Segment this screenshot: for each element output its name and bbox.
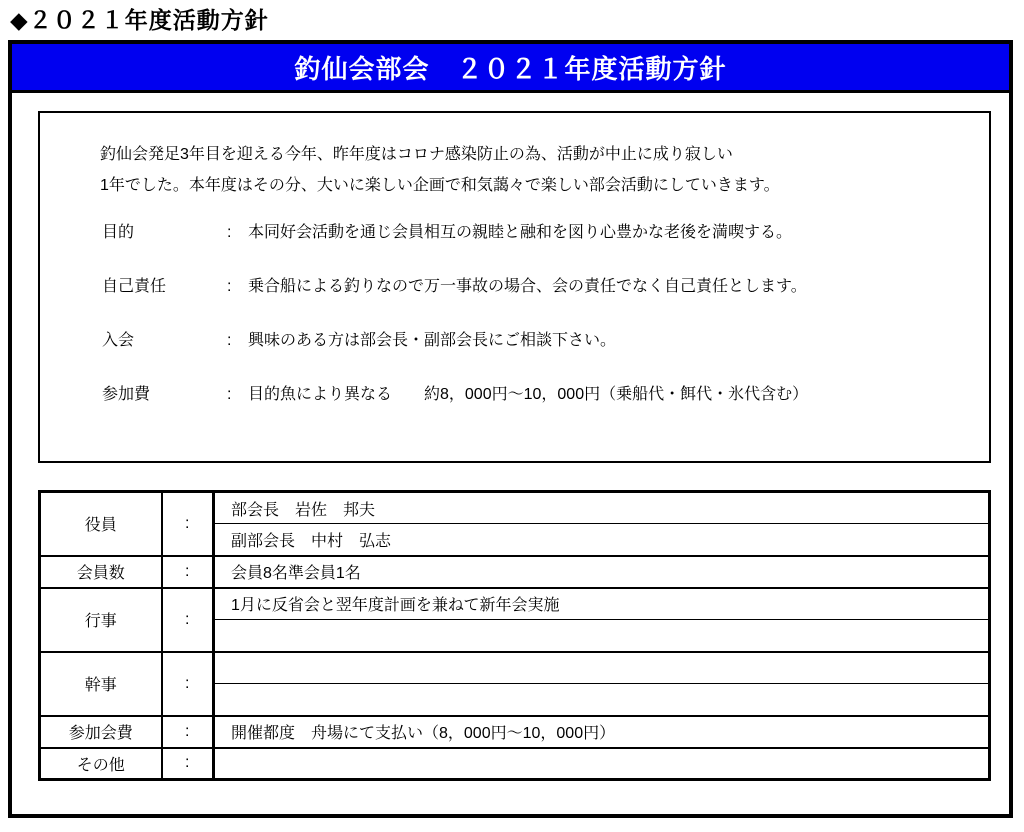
row-label-secretary: 幹事: [40, 652, 162, 716]
policy-label: 入会: [102, 332, 135, 349]
row-label-membership: 会員数: [40, 556, 162, 588]
overview-box: [38, 111, 991, 463]
policy-value: 本同好会活動を通じ会員相互の親睦と融和を図り心豊かな老後を満喫する。: [248, 224, 793, 241]
row-separator: :: [162, 588, 214, 652]
policy-separator: :: [227, 224, 232, 241]
banner: [12, 44, 1009, 93]
info-table: [38, 490, 991, 781]
policy-separator: :: [227, 278, 232, 295]
row-value-events-1: 1月に反省会と翌年度計画を兼ねて新年会実施: [214, 588, 990, 620]
policy-row-admission: [102, 331, 616, 351]
row-value-membership: 会員8名準会員1名: [214, 556, 990, 588]
page-title: ◆２０２１年度活動方針: [10, 7, 269, 33]
table-row: [40, 748, 990, 780]
row-label-other: その他: [40, 748, 162, 780]
row-value-vice-chairman: 副部会長 中村 弘志: [214, 524, 990, 556]
banner-title: 釣仙会部会 ２０２１年度活動方針: [294, 53, 727, 84]
intro-line-2: 1年でした。本年度はその分、大いに楽しい企画で和気藹々で楽しい部会活動にしていきます。: [100, 177, 780, 194]
row-value-secretary-1: [214, 652, 990, 684]
policy-label: 自己責任: [102, 278, 167, 295]
policy-value: 目的魚により異なる 約8，000円～10，000円（乗船代・餌代・氷代含む）: [248, 386, 809, 403]
policy-separator: :: [227, 386, 232, 403]
row-value-events-2: [214, 620, 990, 652]
policy-separator: :: [227, 332, 232, 349]
policy-row-purpose: [102, 223, 792, 243]
row-value-chairman: 部会長 岩佐 邦夫: [214, 492, 990, 524]
row-value-secretary-2: [214, 684, 990, 716]
policy-row-self-responsibility: [102, 277, 807, 297]
row-separator: :: [162, 716, 214, 748]
policy-label: 参加費: [102, 386, 151, 403]
table-row: [40, 492, 990, 524]
table-row: [40, 716, 990, 748]
table-row: [40, 588, 990, 620]
table-row: [40, 652, 990, 684]
row-value-event-fee: 開催都度 舟場にて支払い（8，000円～10，000円）: [214, 716, 990, 748]
row-separator: :: [162, 748, 214, 780]
table-row: [40, 556, 990, 588]
policy-value: 興味のある方は部会長・副部会長にご相談下さい。: [248, 332, 617, 349]
policy-label: 目的: [102, 224, 135, 241]
row-label-event-fee: 参加会費: [40, 716, 162, 748]
intro-line-1: 釣仙会発足3年目を迎える今年、昨年度はコロナ感染防止の為、活動が中止に成り寂しい: [100, 146, 733, 163]
row-value-other: [214, 748, 990, 780]
row-separator: :: [162, 492, 214, 556]
intro-paragraph: [100, 139, 780, 201]
row-separator: :: [162, 652, 214, 716]
policy-row-participation-fee: [102, 385, 808, 405]
row-separator: :: [162, 556, 214, 588]
row-label-events: 行事: [40, 588, 162, 652]
row-label-officers: 役員: [40, 492, 162, 556]
policy-value: 乗合船による釣りなので万一事故の場合、会の責任でなく自己責任とします。: [248, 278, 807, 295]
document-frame: [8, 40, 1013, 818]
